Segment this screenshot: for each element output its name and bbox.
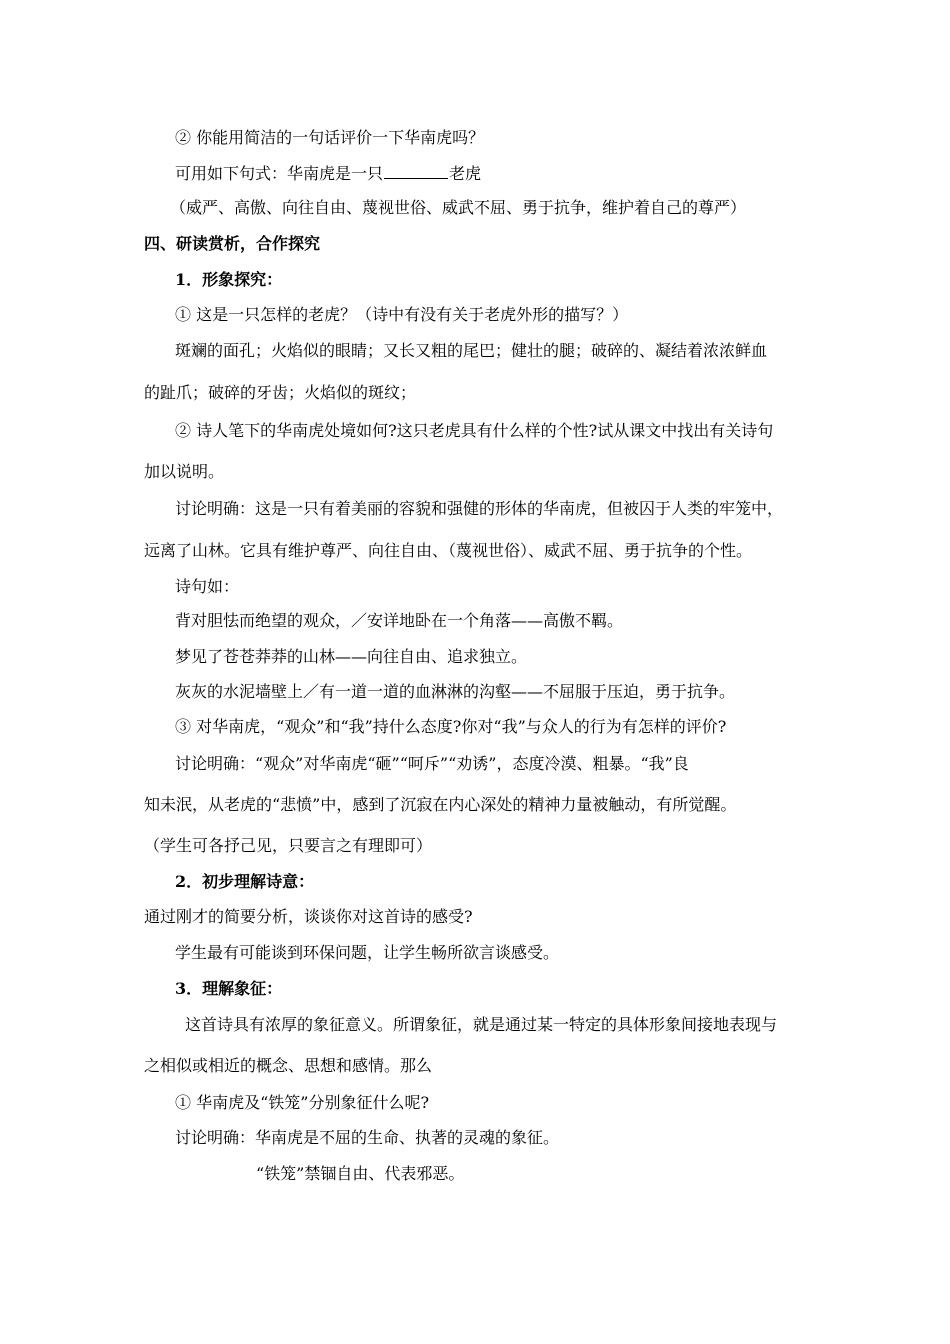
text-line: 远离了山林。它具有维护尊严、向往自由、（蔑视世俗）、威武不屈、勇于抗争的个性。 <box>144 541 753 560</box>
text-line: （学生可各抒己见，只要言之有理即可） <box>144 836 433 855</box>
text-line: 的趾爪；破碎的牙齿；火焰似的斑纹； <box>144 383 417 402</box>
text-line: ② 诗人笔下的华南虎处境如何?这只老虎具有什么样的个性?试从课文中找出有关诗句 <box>175 421 774 440</box>
sentence-pattern-suffix: 老虎 <box>449 164 482 183</box>
text-line: 之相似或相近的概念、思想和感情。那么 <box>144 1056 433 1075</box>
text-line: 知未泯，从老虎的“悲愤”中，感到了沉寂在内心深处的精神力量被触动，有所觉醒。 <box>144 795 737 814</box>
text-line: 学生最有可能谈到环保问题，让学生畅所欲言谈感受。 <box>175 943 560 962</box>
text-line: 加以说明。 <box>144 462 225 481</box>
text-line: ② 你能用简洁的一句话评价一下华南虎吗？ <box>175 128 485 147</box>
text-line <box>175 164 481 184</box>
text-line: 背对胆怯而绝望的观众，／安详地卧在一个角落——高傲不羁。 <box>175 611 624 630</box>
text-line: 诗句如： <box>175 577 240 596</box>
sentence-pattern-prefix: 可用如下句式：华南虎是一只 <box>175 164 384 183</box>
text-line: 通过刚才的简要分析，谈谈你对这首诗的感受? <box>144 907 473 926</box>
text-line: 梦见了苍苍莽莽的山林——向往自由、追求独立。 <box>175 647 528 666</box>
text-line: 讨论明确：“观众”对华南虎“砸”“呵斥”“劝诱”，态度冷漠、粗暴。“我”良 <box>175 754 689 773</box>
text-line: ③ 对华南虎，“观众”和“我”持什么态度?你对“我”与众人的行为有怎样的评价? <box>175 717 727 736</box>
text-line: 这首诗具有浓厚的象征意义。所谓象征，就是通过某一特定的具体形象间接地表现与 <box>185 1015 778 1034</box>
text-line: 斑斓的面孔；火焰似的眼睛；又长又粗的尾巴；健壮的腿；破碎的、凝结着浓浓鲜血 <box>175 341 768 360</box>
section-heading: 四、研读赏析，合作探究 <box>144 234 321 253</box>
fill-in-blank[interactable] <box>384 164 448 179</box>
text-line: 讨论明确：华南虎是不屈的生命、执著的灵魂的象征。 <box>175 1128 560 1147</box>
subsection-heading: 2．初步理解诗意： <box>175 872 315 891</box>
subsection-heading: 1．形象探究： <box>175 270 283 289</box>
text-line: 灰灰的水泥墙壁上／有一道一道的血淋淋的沟壑——不屈服于压迫，勇于抗争。 <box>175 682 736 701</box>
subsection-heading: 3．理解象征： <box>175 979 283 998</box>
text-line: “铁笼”禁锢自由、代表邪恶。 <box>256 1164 465 1183</box>
text-line: ① 华南虎及“铁笼”分别象征什么呢? <box>175 1093 430 1112</box>
text-line: 讨论明确：这是一只有着美丽的容貌和强健的形体的华南虎，但被囚于人类的牢笼中， <box>175 499 784 518</box>
text-line: （威严、高傲、向往自由、蔑视世俗、威武不屈、勇于抗争，维护着自己的尊严） <box>170 198 747 217</box>
text-line: ① 这是一只怎样的老虎？（诗中有没有关于老虎外形的描写？） <box>175 305 629 324</box>
